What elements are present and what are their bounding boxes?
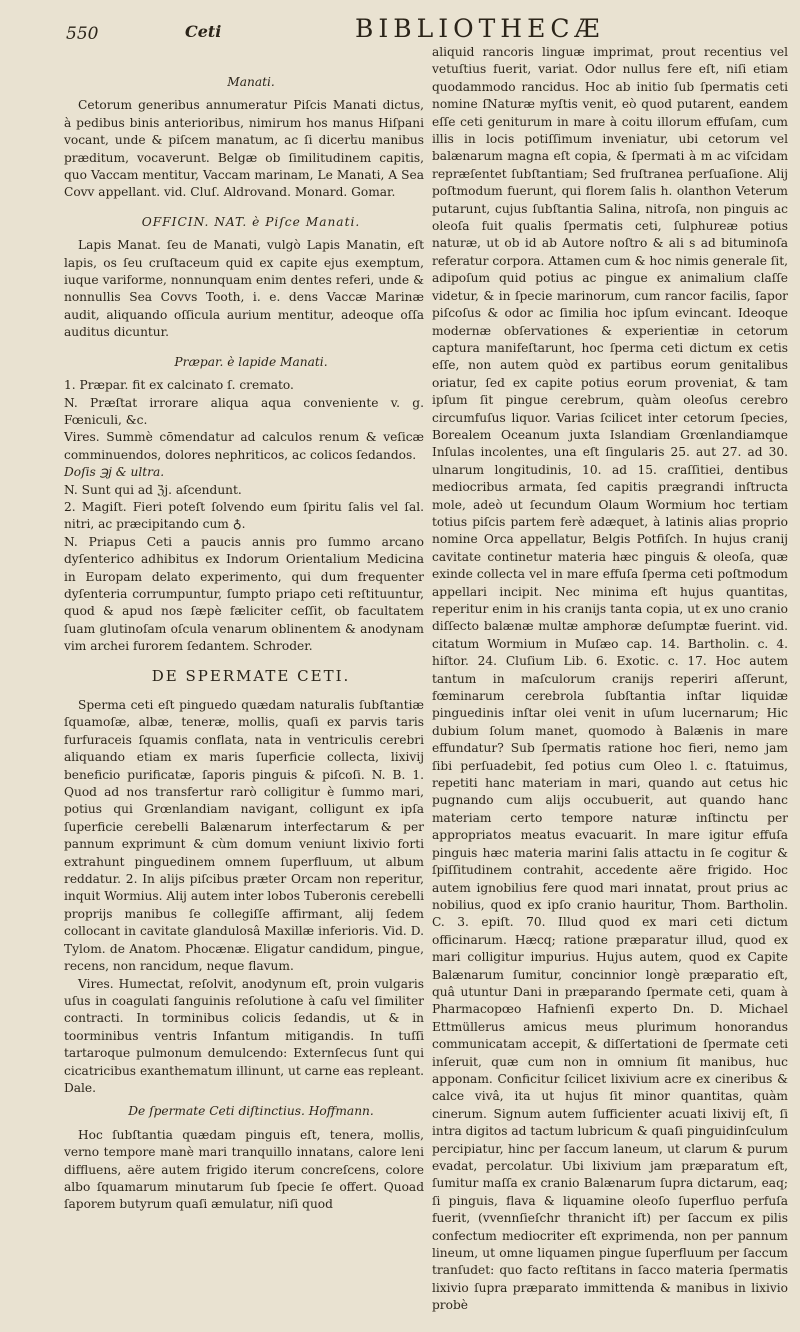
praepar-note-1: N. Præſtat irrorare aliqua aqua conveniente v. g. Fœniculi, &c. [64, 395, 424, 427]
praepar-note-2: N. Sunt qui ad ℨj. aſcendunt. [64, 482, 242, 497]
paragraph-lapis-manati: Lapis Manat. ſeu de Manati, vulgò Lapis Manatin, eſt lapis, os ſeu cruſtaceum quid ex capite ejus exemptum, iuque variforme, nonnunquam enim dentes referi, unde & nonnullis Sea Covvs Tooth, i. e. dens Vaccæ Marinæ audit, aliquando oſſicula aurium mentitur, adeoque oſſa auditus dicuntur. [64, 238, 424, 340]
praepar-dosis: Doſis ℈j & ultra. [64, 465, 165, 480]
praepar-item-2: 2. Magiſt. Fieri poteſt ſolvendo eum ſpiritu ſalis vel ſal. nitri, ac præcipitando cum ♁. [64, 499, 424, 532]
praepar-vires: Vires. Summè cōmendatur ad calculos renum & veſicæ comminuendos, dolores nephriticos, ac colicos ſedandos. [64, 430, 424, 462]
paragraph-sperma-ceti: Sperma ceti eſt pinguedo quædam naturalis ſubſtantiæ ſquamoſæ, albæ, teneræ, mollis, quaſi ex parvis taris furfuraceis ſquamis conflata, nata in ventriculis cerebri aliquando etiam ex maris ſuperficie collecta, lixivij beneficio purificatæ, ſaporis pinguis & piſcoſi. N. B. 1. Quod ad nos transfertur rarò colligitur è ſummo mari, potius qui Grœnlandiam navigant, colligunt ex ipſa ſuperficie cerebelli Balænarum interfectarum & per pannum exprimunt & cùm domum veniunt lixivio forti extrahunt pinguedinem omnem ſuperfluum, ut album reddatur. 2. In alijs piſcibus præter Orcam non reperitur, inquit Wormius. Alij autem inter lobos Tuberonis cerebelli proprijs manibus ſe collegiſſe affirmant, alij ſedem collocant in cavitate glandulosâ Maxillæ inferioris. Vid. D. Tylom. de Anatom. Phocænæ. Eligatur candidum, pingue, recens, non rancidum, neque flavum. [64, 698, 424, 974]
running-head: Ceti [185, 22, 222, 41]
praepar-item-1: 1. Præpar. fit ex calcinato ſ. cremato. [64, 378, 294, 393]
paragraph-hoffmann: Hoc ſubſtantia quædam pinguis eſt, tenera, mollis, verno tempore manè mari tranquillo innatans, calore leni diffluens, aëre autem frigido iterum concreſcens, colore albo ſquamarum minutarum ſub ſpecie ſe offert. Quoad ſaporem butyrum quaſi æmulatur, niſi quod [64, 1127, 424, 1212]
section-heading-manati: Manati. [227, 75, 275, 89]
paragraph-manati: Cetorum generibus annumeratur Piſcis Manati dictus, à pedibus binis anterioribus, nimirum hos manus Hiſpani vocant, unde & piſcem manatum, ac ſi dicerես manibus præditum, vocaverunt. Belgæ ob ſimilitudinem capitis, quo Vaccam mentitur, Vaccam marinam, Le Manati, A Sea Covv appellant. vid. Cluſ. Aldrovand. Monard. Gomar. [64, 98, 424, 200]
page-header [0, 10, 800, 44]
paragraph-vires: Vires. Humectat, reſolvit, anodynum eſt, proin vulgaris uſus in coagulati ſanguinis reſolutione à caſu vel ſimiliter contracti. In torminibus colicis ſedandis, ut & in toorminibus ventris Infantum mitigandis. In tuſſi tartaroque pulmonum demulcendo: Externſecus ſunt qui cicatricibus exanthematum illinunt, ut carne eas repleant. Dale. [64, 976, 424, 1095]
paragraph-right-column: aliquid rancoris linguæ imprimat, prout recentius vel vetuſtius fuerit, variat. Odor nullus fere eſt, niſi etiam quodammodo rancidus. Hoc ab initio ſub ſpermatis ceti nomine ſNaturæ myſtis venit, eò quod putarent, eandem eſſe ceti geniturum in mare à coitu illorum effuſam, cum illis in locis potiſſimum inveniatur, ubi cetorum vel balænarum magna eſt copia, & ſpermati à m ac viſcidam repræſentet ſubſtantiam; Sed fruſtranea perſuaſione. Alij poſtmodum fuerunt, qui florem ſalis h. olanthon Veterum putarunt, cujus ſubſtantia Salina, nitroſa, non pinguis ac oleoſa fuit qualis ſpermatis ceti, ſulphureæ potius naturæ, ut ob id ab Autore noſtro & ali s ad bituminoſa referatur corpora. Attamen cum & hoc nimis generale ſit, adipoſum quid potius ac pingue ex animalium claſſe videtur, & in ſpecie marinorum, cum rancor facilis, ſapor piſcoſus & odor ac ſimilia hoc ipſum evincant. Ideoque modernæ obſervationes & experientiæ in cetorum captura manifeſtarunt, hoc ſperma ceti dictum ex cetis eſſe, non autem quòd ex partibus eorum genitalibus oriatur, ſed ex capite potius eorum proveniat, & tam ipſum ſit pingue cerebrum, quàm oleoſus cerebro circumfuſus liquor. Varias ſcilicet inter cetorum ſpecies, Borealem Oceanum juxta Islandiam Grœnlandiamque Inſulas incolentes, una eſt ſingularis 25. aut 27. ad 30. ulnarum longitudinis, 10. ad 15. craſſitiei, dentibus mediocribus armata, ſed capitis prægrandi inſtructa mole, adeò ut ſecundum Olaum Wormium hoc tertiam totius piſcis partem ferè adæquet, à latinis alias proprio nomine Orca appellatur, Belgis Potfiſch. In hujus cranij cavitate continetur materia hæc pinguis & oleoſa, quæ exinde collecta vel in mare effuſa ſperma ceti poſtmodum appellari incipit. Nec minima eſt hujus quantitas, reperitur enim in his cranijs tanta copia, ut ex uno cranio diſſecto balænæ multæ amphoræ deſumptæ fuerint. vid. citatum Wormium in Muſæo cap. 14. Bartholin. c. 4. hiſtor. 24. Cluſium Lib. 6. Exotic. c. 17. Hoc autem tantum in maſculorum cranijs reperiri aſſerunt, fœminarum cerebrola ſubſtantia inſtar liquidæ pinguedinis inſtar olei venit in uſum lucernarum; Hic dubium ſolum manet, quomodo à Balænis in mare effundatur? Sub ſpermatis ratione hoc fieri, nemo jam ſibi perſuadebit, ſed potius cum Oleo l. c. ſtatuimus, repetiti hanc materiam in mari, quando aut cetus hic pugnando cum alijs occubuerit, aut quando hanc materiam certo tempore naturæ inſtinctu per appropriatos meatus evacuarit. In mare igitur effuſa pinguis hæc materia marini ſalis attactu in ſe cogitur & ſpiſſitudinem contrahit, accedente aëre frigido. Hoc autem ignobilius fere quod mari innatat, prout prius ac nobilius, quod ex ipſo cranio hauritur, Thom. Bartholin. C. 3. epiſt. 70. Illud quod ex mari ceti dictum officinarum. Hæcq; ratione præparatur illud, quod ex mari colligitur impurius. Hujus autem, quod ex Capite Balænarum ſumitur, concinnior longè præparatio eſt, quâ utuntur Dani in præparando ſpermate ceti, quam à Pharmacopœo Hafnienſi experto Dn. D. Michael Ettmüllerus amicus meus plurimum honorandus communicatam accepit, & diſſertationi de ſpermate ceti inſeruit, quæ cum non in omnium ſit manibus, huc apponam. Conficitur ſcilicet lixivium acre ex cineribus & calce vivâ, ita ut hujus ſit minor quantitas, quàm cinerum. Signum autem ſufficienter acuati lixivij eſt, ſi intra digitos ad tactum lubricum & quaſi pinguidinſculum percipiatur, hinc per ſaccum laneum, ut clarum & purum evadat, percolatur. Ubi lixivium jam præparatum eſt, ſumitur maſſa ex cranio Balænarum ſupra dictarum, eaq; ſi pinguis, flava & liquamine oleoſo ſuperfluo perfuſa fuerit, (vvennſieſchr thranicht iſt) per ſaccum ex pilis confectum mediocriter eſt exprimenda, non per pannum lineum, ut omne liquamen pingue ſuperfluum per ſaccum tranſudet: quo facto reſtitans in ſacco materia ſpermatis lixivio ſupra præparato immittenda & manibus in lixivio probè [432, 45, 788, 1313]
praepar-note-3: N. Priapus Ceti a paucis annis pro ſummo arcano dyſenterico adhibitus ex Indorum Orientalium Medicina in Europam delato experimento, qui dum frequenter dyſenteria corrumpuntur, ſumpto priapo ceti reſtituuntur, quod & apud nos ſæpè fæliciter ceſſit, ob facultatem ſuam glutinoſam oſcula venarum oblinentem & anodynam vim archei furorem ſedantem. Schroder. [64, 534, 424, 654]
right-column [432, 44, 788, 1315]
left-column [64, 74, 424, 1214]
page-number: 550 [66, 24, 99, 44]
section-heading-praepar: Præpar. è lapide Manati. [174, 354, 328, 369]
section-heading-hoffmann: De ſpermate Ceti diſtinctius. Hoffmann. [128, 1104, 374, 1119]
section-heading-spermate: DE SPERMATE CETI. [151, 666, 351, 685]
section-heading-officin: OFFICIN. NAT. è Piſce Manati. [141, 214, 361, 229]
page-title: BIBLIOTHECÆ [355, 14, 605, 43]
